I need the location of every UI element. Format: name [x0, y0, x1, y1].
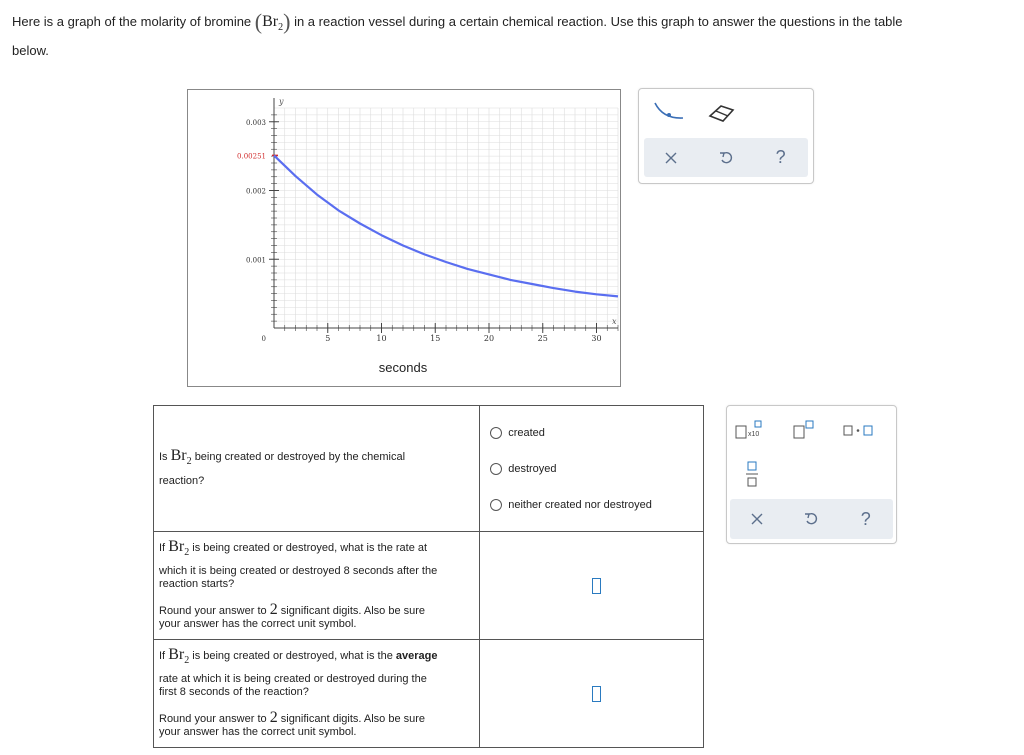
average-rate-input[interactable] — [592, 686, 601, 702]
radio-created[interactable] — [490, 427, 502, 439]
undo-button[interactable] — [711, 143, 741, 173]
x-tick-label: 10 — [376, 334, 387, 343]
radio-neither[interactable] — [490, 499, 502, 511]
y-tick-label: 0.003 — [245, 118, 266, 127]
option-created[interactable]: created — [490, 415, 703, 451]
table-row — [154, 406, 704, 532]
close-icon — [665, 152, 677, 164]
x-tick-label: 15 — [430, 334, 441, 343]
answer-1 — [480, 406, 704, 532]
table-row — [154, 532, 704, 640]
y-tick-label: 0.002 — [245, 187, 266, 196]
answer-2 — [480, 532, 704, 640]
x-tick-label: 5 — [325, 334, 331, 343]
question-3: If $Br_2$ is being created or destroyed, what is the average rate at which it is being created or destroyed during the first 8 seconds of the reaction? Round your answer to 2 significant digits. Also be sure your answer has the correct unit symbol. — [154, 640, 480, 748]
undo-icon — [804, 512, 818, 526]
question-1: Is $Br_2$ being created or destroyed by the chemical reaction? — [154, 406, 480, 532]
y-tick-label: 0.001 — [245, 256, 266, 265]
intro-after: in a reaction vessel during a certain chemical reaction. Use this graph to answer the questions in the table — [294, 14, 903, 29]
close-icon — [751, 513, 763, 525]
clear-button[interactable] — [656, 143, 686, 173]
y-var-label: y — [279, 97, 284, 106]
intro-line2: below. — [12, 43, 49, 59]
radio-destroyed[interactable] — [490, 463, 502, 475]
math-tool-bar — [730, 499, 893, 539]
fraction-button[interactable] — [746, 461, 758, 487]
help-button[interactable]: ? — [775, 147, 786, 167]
eraser-icon[interactable] — [707, 101, 737, 125]
curve-tool-icon[interactable] — [653, 101, 687, 125]
help-button[interactable]: ? — [860, 508, 871, 529]
option-neither[interactable]: neither created nor destroyed — [490, 487, 703, 523]
graph-tool-panel — [638, 88, 814, 184]
x-tick-label: 30 — [591, 334, 602, 343]
table-row — [154, 640, 704, 748]
question-2: If $Br_2$ is being created or destroyed, what is the rate at which it is being created or destroyed 8 seconds after the reaction starts? Round your answer to 2 significant digits. Also be sure your answer has the correct unit symbol. — [154, 532, 480, 640]
intro-text: Here is a graph of the molarity of bromine $(Br_2)$ in a reaction vessel during a certain chemical reaction. Use this graph to answer the questions in the table below. — [12, 9, 903, 59]
x-tick-label: 25 — [537, 334, 548, 343]
answer-3 — [480, 640, 704, 748]
origin-label: 0 — [261, 335, 266, 343]
rate-8s-input[interactable] — [592, 578, 601, 594]
graph-panel[interactable] — [187, 89, 621, 387]
option-destroyed[interactable]: destroyed — [490, 451, 703, 487]
molarity-chart[interactable] — [188, 90, 620, 386]
x10-label: x10 — [748, 431, 760, 438]
species-formula: $Br_2$ — [170, 447, 192, 468]
x-tick-label: 20 — [483, 334, 495, 343]
x-var-label: x — [612, 317, 617, 326]
graph-tool-bar — [644, 138, 808, 177]
superscript-button[interactable] — [793, 420, 819, 442]
intro-before: Here is a graph of the molarity of bromine — [12, 14, 252, 29]
highlight-label: 0.00251 — [237, 152, 266, 161]
math-tool-panel — [726, 405, 897, 544]
multiply-button[interactable] — [843, 424, 875, 438]
clear-button[interactable] — [742, 504, 772, 534]
x-axis-title: seconds — [378, 360, 428, 375]
undo-icon — [719, 151, 733, 165]
intro-species: $Br_2$ — [262, 13, 284, 34]
undo-button[interactable] — [796, 504, 826, 534]
question-table — [153, 405, 704, 748]
